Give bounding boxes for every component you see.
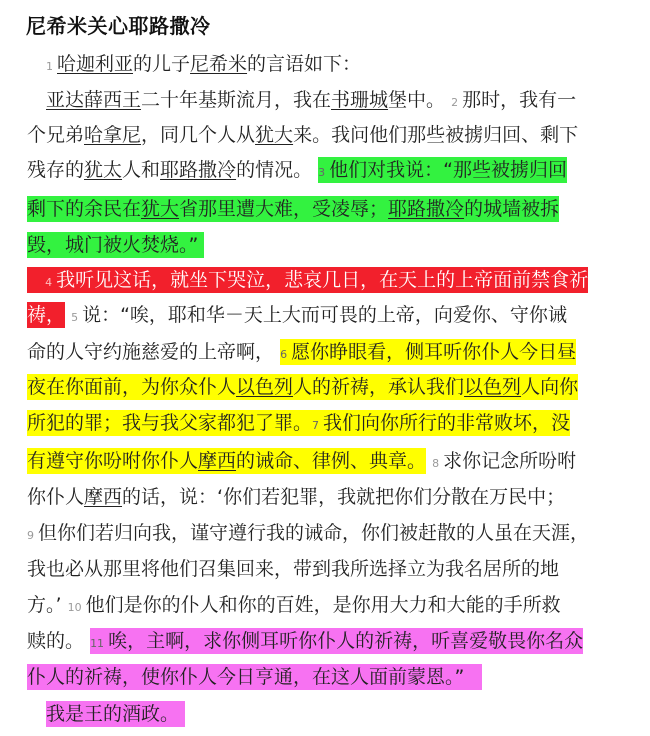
highlight-pink (46, 701, 185, 727)
verse-line-9 (27, 335, 576, 369)
verse-number-3: 3 (318, 166, 326, 179)
text: 的诫命、律例、典章。 (236, 450, 427, 472)
verse-number-5: 5 (71, 311, 79, 324)
verse-line-8 (27, 298, 567, 332)
verse-number-4: 4 (45, 276, 53, 289)
verse-number-10: 10 (67, 601, 82, 614)
verse-number-9: 9 (27, 529, 34, 542)
verse-line-12 (27, 444, 576, 478)
name-judah: 犹大 (141, 198, 180, 220)
text: 方。’ (27, 594, 62, 616)
name-jerusalem: 耶路撒冷 (388, 198, 465, 220)
text: 他们是你的仆人和你的百姓，是你用大力和大能的手所救 (85, 594, 561, 616)
verse-line-4 (27, 153, 567, 187)
text: 赎的。 (27, 630, 85, 652)
text: 堡中。 (388, 89, 446, 111)
highlight-pink (90, 628, 583, 654)
text: 人向你 (521, 376, 579, 398)
highlight-red (27, 302, 65, 328)
text: 我也必从那里将他们召集回来，带到我所选择立为我名居所的地 (27, 558, 560, 580)
verse-number-8: 8 (432, 457, 440, 470)
text: 的情况。 (236, 159, 313, 181)
name-moses: 摩西 (198, 450, 237, 472)
text: 的话，说：‘你们若犯罪，我就把你们分散在万民中； (122, 486, 566, 508)
text: 求你记念所吩咐 (443, 450, 577, 472)
name-moses: 摩西 (84, 486, 123, 508)
verse-number-2: 2 (451, 96, 459, 109)
text: 说：“唉，耶和华－天上大而可畏的上帝，向爱你、守你诫 (82, 304, 567, 326)
text: 祷， (27, 304, 66, 326)
text: 有遵守你吩咐你仆人 (27, 450, 199, 472)
verse-line-15 (27, 552, 559, 586)
text: 省那里遭大难，受凌辱； (179, 198, 389, 220)
highlight-red (27, 267, 588, 293)
text: 我是王的酒政。 (46, 703, 180, 725)
text: 但你们若归向我，谨守遵行我的诫命，你们被赶散的人虽在天涯， (38, 522, 590, 544)
verse-line-6 (27, 228, 204, 262)
name-artaxerxes: 亚达薛西王 (46, 89, 142, 111)
verse-number-7: 7 (312, 419, 320, 432)
text: 残存的 (27, 159, 85, 181)
verse-line-18 (27, 660, 482, 694)
highlight-green (27, 196, 559, 222)
verse-line-17 (27, 624, 583, 658)
text: 二十年基斯流月，我在 (141, 89, 332, 111)
text: 人的祈祷，承认我们 (293, 376, 465, 398)
text: 愿你睁眼看，侧耳听你仆人今日昼 (291, 341, 577, 363)
text: 夜在你面前，为你众仆人 (27, 376, 237, 398)
text: 剩下的余民在 (27, 198, 142, 220)
verse-line-10 (27, 370, 578, 404)
name-israel: 以色列 (464, 376, 522, 398)
text: 的言语如下： (247, 53, 362, 75)
text: 来。我问他们那些被掳归回、剩下 (293, 124, 579, 146)
text: 他们对我说：“那些被掳归回 (329, 159, 567, 181)
verse-line-16 (27, 588, 561, 622)
highlight-yellow (27, 448, 426, 474)
verse-line-11 (27, 406, 570, 440)
verse-line-13 (27, 480, 565, 514)
name-jerusalem: 耶路撒冷 (160, 159, 237, 181)
text: 的儿子 (133, 53, 191, 75)
page-title: 尼希米关心耶路撒冷 (26, 14, 211, 38)
text: 我们向你所行的非常败坏，没 (323, 412, 571, 434)
name-judah: 犹大 (255, 124, 294, 146)
text: 我听见这话，就坐下哭泣，悲哀几日，在天上的上帝面前禁食祈 (56, 269, 589, 291)
verse-line-5 (27, 192, 559, 226)
verse-number-11: 11 (90, 637, 105, 650)
name-jews: 犹太 (84, 159, 123, 181)
highlight-green (318, 157, 567, 183)
highlight-green (27, 232, 204, 258)
name-israel: 以色列 (236, 376, 294, 398)
text: 那时，我有一 (462, 89, 577, 111)
highlight-yellow (280, 339, 576, 365)
highlight-pink (27, 664, 482, 690)
verse-line-1 (46, 47, 361, 81)
text: 的城墙被拆 (464, 198, 560, 220)
name-hanani: 哈拿尼 (84, 124, 142, 146)
verse-line-19 (46, 697, 185, 731)
verse-line-14 (27, 516, 589, 550)
text: 毁，城门被火焚烧。” (27, 234, 199, 256)
text: 你仆人 (27, 486, 85, 508)
verse-line-7 (27, 263, 588, 297)
highlight-yellow (27, 410, 570, 436)
name-shushan: 书珊城 (331, 89, 389, 111)
text: 个兄弟 (27, 124, 85, 146)
text: 人和 (122, 159, 161, 181)
verse-number-6: 6 (280, 348, 288, 361)
verse-line-3 (27, 118, 578, 152)
name-hachaliah: 哈迦利亚 (57, 53, 134, 75)
verse-line-2 (46, 83, 576, 117)
text: 命的人守约施慈爱的上帝啊， (27, 341, 275, 363)
text: 仆人的祈祷，使你仆人今日亨通，在这人面前蒙恩。” (27, 666, 465, 688)
verse-number-1: 1 (46, 60, 53, 73)
name-nehemiah: 尼希米 (190, 53, 248, 75)
text: ，同几个人从 (141, 124, 256, 146)
text: 所犯的罪；我与我父家都犯了罪。 (27, 412, 313, 434)
highlight-yellow (27, 374, 578, 400)
text: 唉，主啊，求你侧耳听你仆人的祈祷，听喜爱敬畏你名众 (108, 630, 584, 652)
